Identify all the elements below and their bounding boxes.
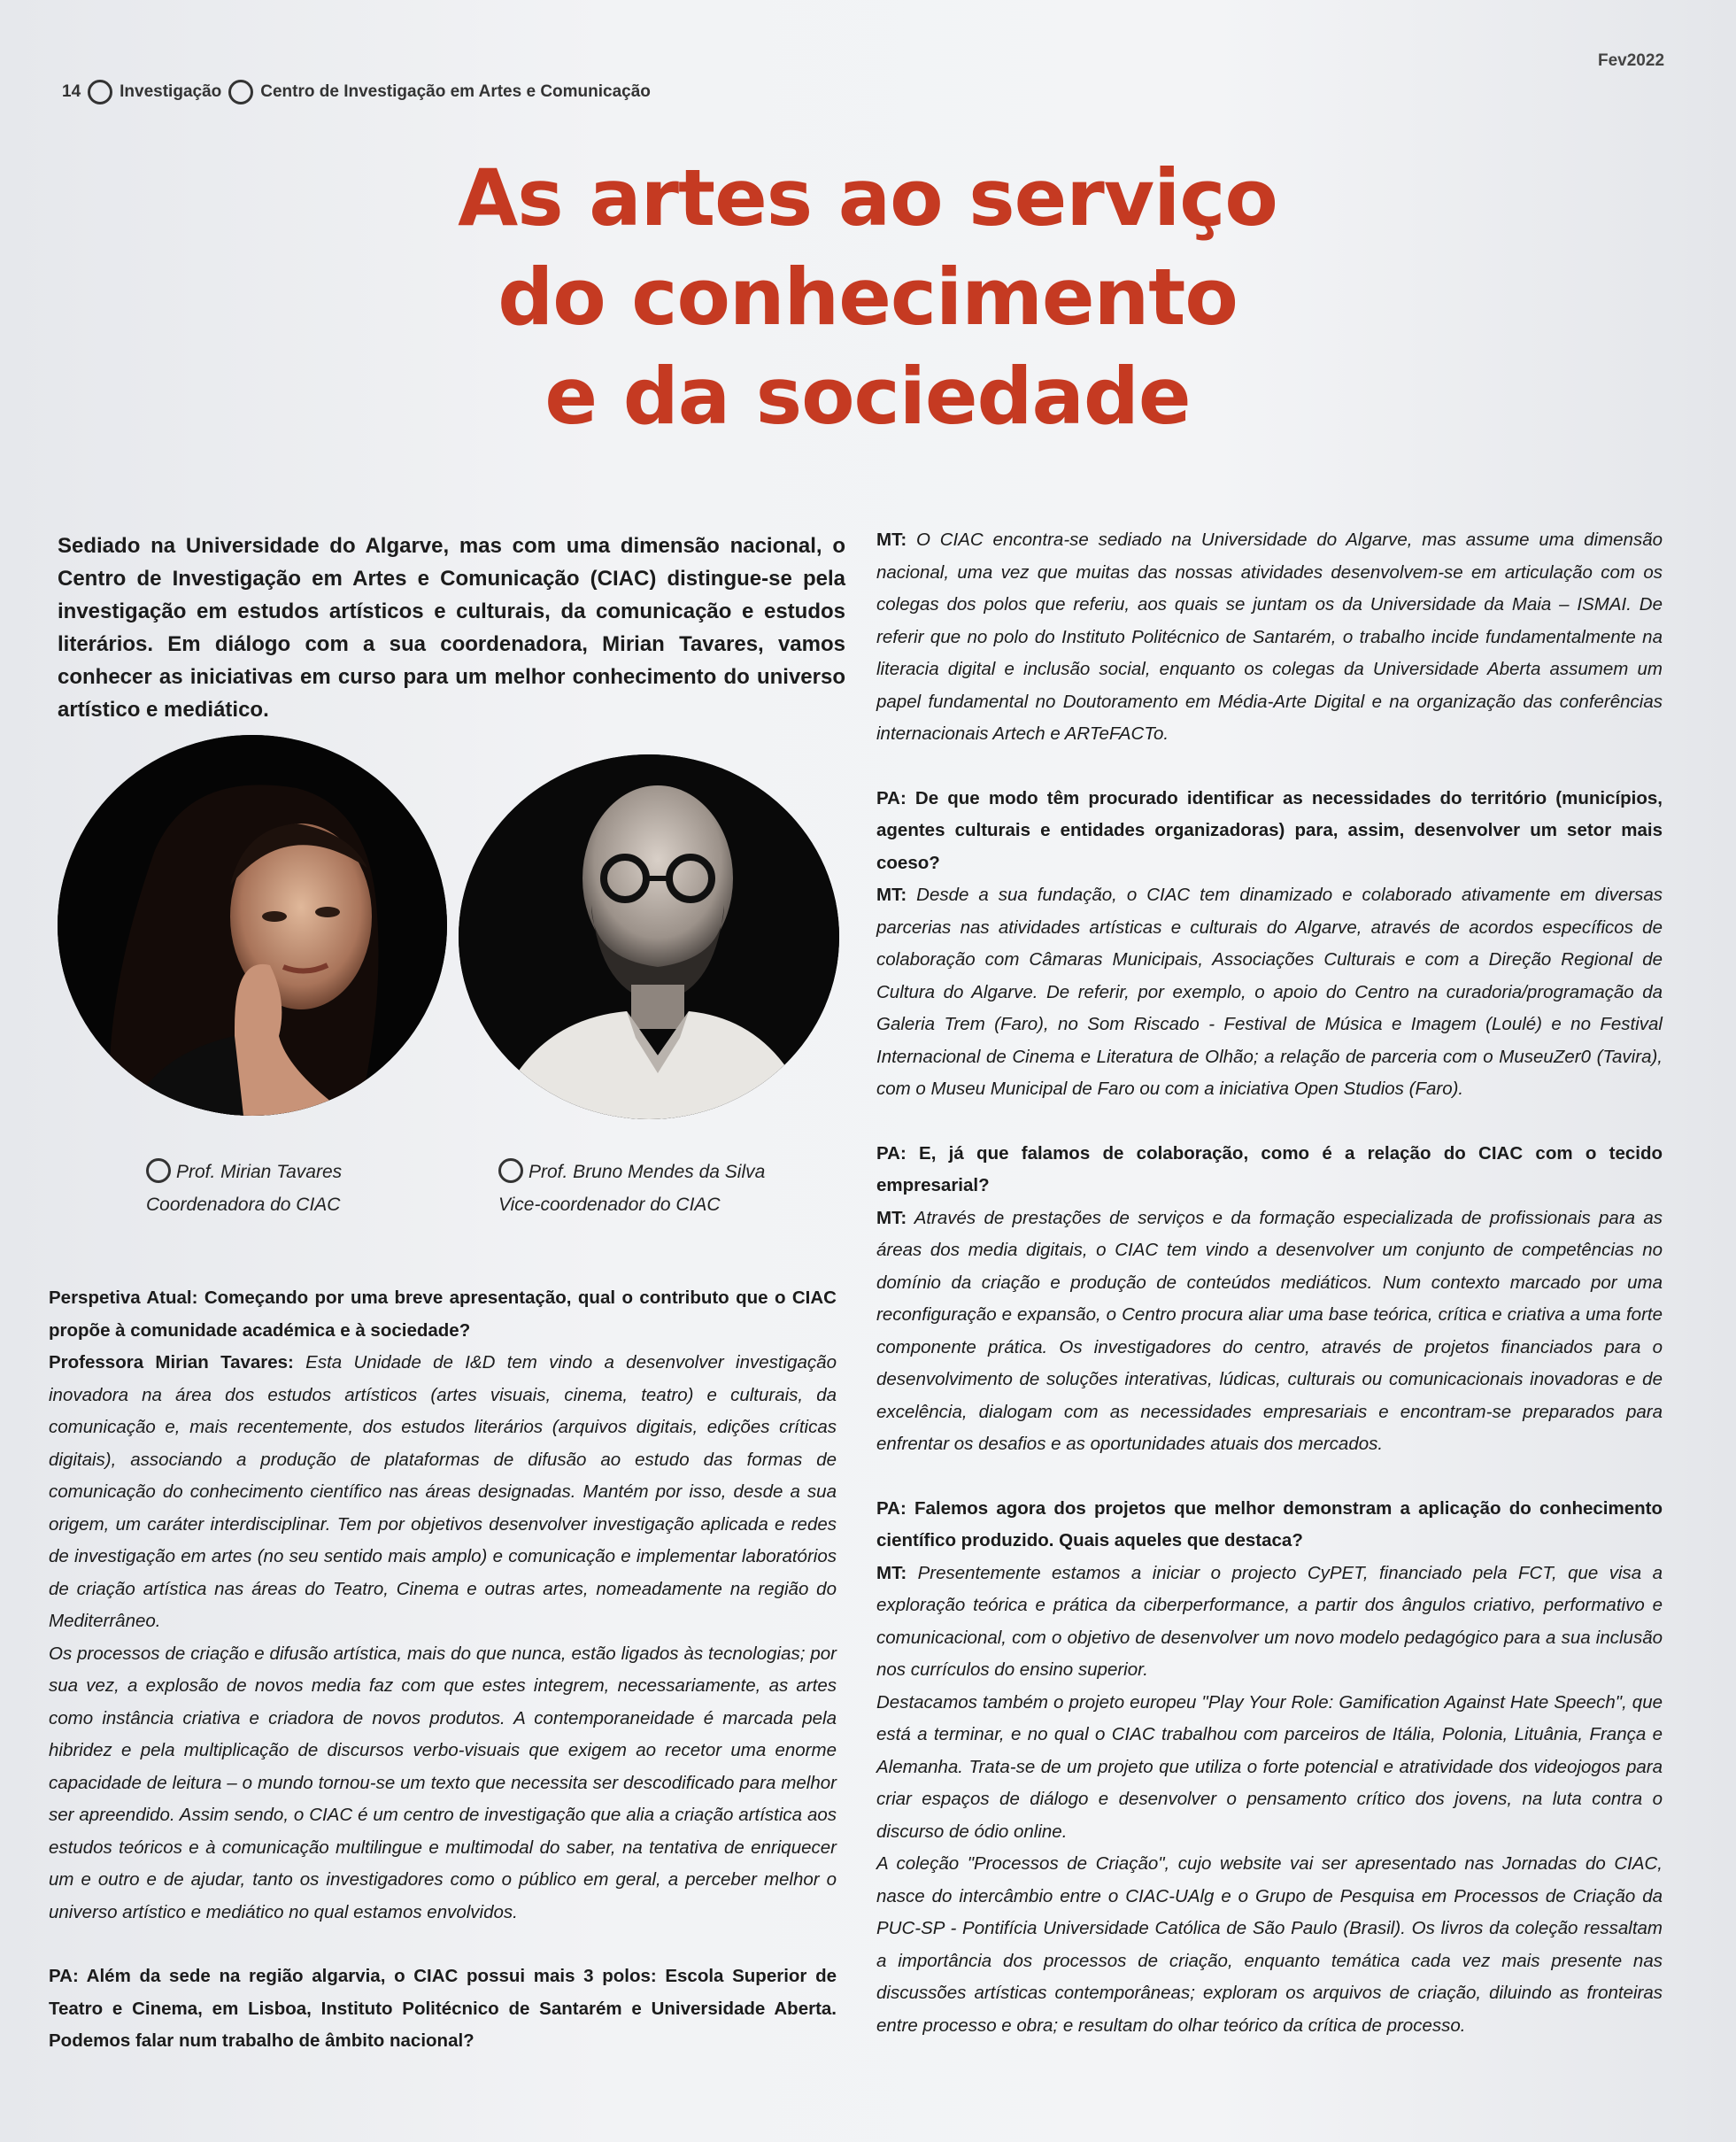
interview-answer bbox=[49, 1347, 837, 1638]
photo-caption bbox=[146, 1156, 342, 1221]
interview-answer bbox=[876, 879, 1663, 1106]
portrait-bruno-mendes-da-silva bbox=[459, 754, 839, 1119]
left-column bbox=[49, 1282, 837, 2058]
answer-paragraph: Destacamos também o projeto europeu "Play Your Role: Gamification Against Hate Speech", que está a terminar, e no qual o CIAC trabalhou com parceiros de Itália, Polonia, Lituânia, França e Alemanha. Trata-se de um projeto que utiliza o forte potencial e atratividade dos videojogos para criar espaços de diálogo e desenvolver o pensamento crítico dos jovens, na luta contra o discurso de ódio online. bbox=[876, 1691, 1663, 1842]
interview-answer bbox=[876, 1558, 1663, 1687]
speaker-label: MT: bbox=[876, 1562, 907, 1583]
right-column bbox=[876, 524, 1663, 2042]
answer-text: Presentemente estamos a iniciar o projecto CyPET, financiado pela FCT, que visa a exploração teórica e prática da ciberperformance, a partir dos ângulos criativo, performativo e comunicacional, com o objetivo de desenvolver um novo modelo pedagógico para a sua inclusão nos currículos do ensino superior. bbox=[876, 1562, 1663, 1680]
circle-bullet-icon bbox=[498, 1158, 523, 1183]
answer-paragraph: A coleção "Processos de Criação", cujo website vai ser apresentado nas Jornadas do CIAC, nasce do intercâmbio entre o CIAC-UAlg e o Grupo de Pesquisa em Processos de Criação da PUC-SP - Pontifícia Universidade Católica de São Paulo (Brasil). Os livros da coleção ressaltam a importância dos processos de criação, enquanto temática cada vez mais presente nas discussões artísticas contemporâneas; exploram os arquivos de criação, diluindo as fronteiras entre processo e obra; e resultam do olhar teórico da crítica de processo. bbox=[876, 1853, 1663, 2036]
answer-text: Desde a sua fundação, o CIAC tem dinamizado e colaborado ativamente em diversas parcerias nas atividades artísticas e culturais do Algarve, através de acordos específicos de colaboração com Câmaras Municipais, Associações Culturais e com a Direção Regional de Cultura do Algarve. De referir, por exemplo, o apoio do Centro na curadoria/programação da Galeria Trem (Faro), no Som Riscado - Festival de Música e Imagem (Loulé) e no Festival Internacional de Cinema e Literatura de Olhão; a relação de parceria com o MuseuZer0 (Tavira), com o Museu Municipal de Faro ou com a iniciativa Open Studios (Faro). bbox=[876, 885, 1663, 1099]
section-label: Investigação bbox=[120, 82, 222, 101]
answer-text: Através de prestações de serviços e da formação especializada de profissionais para as áreas dos media digitais, o CIAC tem vindo a desenvolver um conjunto de competências no domínio da criação e produção de conteúdos mediáticos. Num contexto marcado por uma reconfiguração e expansão, o Centro procura aliar uma base teórica, crítica e criativa a uma forte componente prática. Os investigadores do centro, através de projetos financiados para o desenvolvimento de soluções interativas, lúdicas, culturais ou comunicacionais inovadoras e de excelência, dialogam com as necessidades empresariais e encontram-se preparados para enfrentar os desafios e as oportunidades atuais dos mercados. bbox=[876, 1207, 1663, 1454]
speaker-label: MT: bbox=[876, 885, 907, 905]
photo-caption bbox=[498, 1156, 765, 1221]
caption-role: Vice-coordenador do CIAC bbox=[498, 1195, 721, 1215]
speaker-label: Professora Mirian Tavares: bbox=[49, 1352, 294, 1373]
speaker-label: MT: bbox=[876, 1207, 907, 1228]
interview-question: Perspetiva Atual: Começando por uma breve apresentação, qual o contributo que o CIAC propõe à comunidade académica e à sociedade? bbox=[49, 1288, 837, 1341]
portrait-man-icon bbox=[459, 754, 839, 1119]
circle-bullet-icon bbox=[228, 80, 253, 104]
subsection-label: Centro de Investigação em Artes e Comunicação bbox=[260, 82, 651, 101]
circle-bullet-icon bbox=[88, 80, 112, 104]
circle-bullet-icon bbox=[146, 1158, 171, 1183]
caption-name: Prof. Mirian Tavares bbox=[176, 1162, 343, 1182]
title-line: As artes ao serviço bbox=[458, 152, 1277, 244]
answer-paragraph: Os processos de criação e difusão artística, mais do que nunca, estão ligados às tecnologias; por sua vez, a explosão de novos media faz com que estes integrem, necessariamente, as artes como instância criativa e criadora de novos produtos. A contemporaneidade é marcada pela hibridez e pela multiplicação de discursos verbo-visuais que exigem ao recetor uma enorme capacidade de leitura – o mundo tornou-se um texto que necessita ser descodificado para melhor ser apreendido. Assim sendo, o CIAC é um centro de investigação que alia a criação artística aos estudos teóricos e à comunicação multilingue e multimodal do saber, na tentativa de enriquecer um e outro e de ajudar, tanto os investigadores como o público em geral, a perceber melhor o universo artístico e mediático no qual estamos envolvidos. bbox=[49, 1643, 837, 1922]
title-line: do conhecimento bbox=[498, 251, 1238, 343]
page-header bbox=[62, 51, 1665, 104]
answer-text: O CIAC encontra-se sediado na Universidade do Algarve, mas assume uma dimensão nacional, uma vez que muitas das nossas atividades desenvolvem-se em articulação com os colegas dos polos que referiu, aos quais se juntam os da Universidade da Maia – ISMAI. De referir que no polo do Instituto Politécnico de Santarém, o trabalho incide fundamentalmente na literacia digital e inclusão social, enquanto os colegas da Universidade Aberta assumem um papel fundamental no Doutoramento em Média-Arte Digital e na organização das conferências internacionais Artech e ARTeFACTo. bbox=[876, 530, 1663, 744]
interview-question: PA: De que modo têm procurado identificar as necessidades do território (municípios, agentes culturais e entidades organizadoras) para, assim, desenvolver um setor mais coeso? bbox=[876, 787, 1663, 873]
issue-date: Fev2022 bbox=[1598, 51, 1665, 70]
caption-role: Coordenadora do CIAC bbox=[146, 1195, 341, 1215]
caption-name: Prof. Bruno Mendes da Silva bbox=[529, 1162, 766, 1182]
interview-answer bbox=[876, 1202, 1663, 1461]
answer-text: Esta Unidade de I&D tem vindo a desenvolver investigação inovadora na área dos estudos artísticos (artes visuais, cinema, teatro) e culturais, da comunicação e, mais recentemente, dos estudos literários (arquivos digitais, edições críticas digitais), associando a produção de plataformas de difusão ao estudo das formas de comunicação do conhecimento científico nas áreas designadas. Mantém por isso, desde a sua origem, um caráter interdisciplinar. Tem por objetivos desenvolver investigação aplicada e redes de investigação em artes (no seu sentido mais amplo) e comunicação e implementar laboratórios de criação artística nas áreas do Teatro, Cinema e outras artes, nomeadamente na região do Mediterrâneo. bbox=[49, 1352, 837, 1631]
portrait-mirian-tavares bbox=[58, 735, 447, 1116]
article-lead: Sediado na Universidade do Algarve, mas com uma dimensão nacional, o Centro de Investigação em Artes e Comunicação (CIAC) distingue-se pela investigação em estudos artísticos e culturais, da comunicação e estudos literários. Em diálogo com a sua coordenadora, Mirian Tavares, vamos conhecer as iniciativas em curso para um melhor conhecimento do universo artístico e mediático. bbox=[58, 534, 845, 722]
title-line: e da sociedade bbox=[544, 351, 1191, 442]
interview-answer bbox=[876, 524, 1663, 751]
interview-question: PA: E, já que falamos de colaboração, como é a relação do CIAC com o tecido empresarial? bbox=[876, 1142, 1663, 1195]
portrait-woman-icon bbox=[58, 735, 447, 1116]
speaker-label: MT: bbox=[876, 530, 907, 550]
interview-question: PA: Falemos agora dos projetos que melhor demonstram a aplicação do conhecimento científico produzido. Quais aqueles que destaca? bbox=[876, 1497, 1663, 1550]
interview-question: PA: Além da sede na região algarvia, o CIAC possui mais 3 polos: Escola Superior de Teatro e Cinema, em Lisboa, Instituto Politécnico de Santarém e Universidade Aberta. Podemos falar num trabalho de âmbito nacional? bbox=[49, 1966, 837, 2051]
page-number: 14 bbox=[62, 82, 81, 101]
article-title bbox=[292, 149, 1443, 446]
